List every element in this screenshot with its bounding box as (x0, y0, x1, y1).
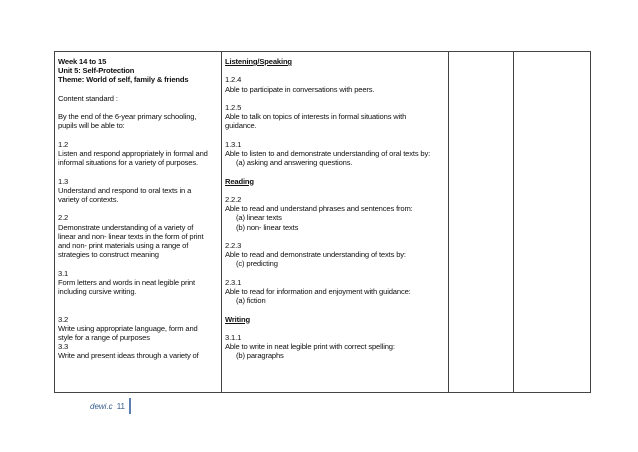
skill-code: 1.2.5 (225, 102, 242, 112)
skill-item: (b) paragraphs (236, 351, 284, 361)
skill-code: 1.2.4 (225, 75, 242, 85)
intro-line: By the end of the 6-year primary schooling, (58, 112, 197, 122)
standard-code: 1.2 (58, 139, 69, 149)
skill-item: (a) fiction (236, 296, 266, 306)
standard-text: linear and non- linear texts in the form of print (58, 231, 204, 241)
skill-text: Able to read and demonstrate understanding of texts by: (225, 250, 406, 260)
intro-line: pupils will be able to: (58, 121, 125, 131)
skill-text: Able to talk on topics of interests in formal situations with (225, 112, 407, 122)
skill-text: guidance. (225, 121, 257, 131)
skill-item: (a) asking and answering questions. (236, 158, 353, 168)
listening-speaking-heading: Listening/Speaking (225, 57, 292, 66)
skill-text: Able to read for information and enjoyment with guidance: (225, 286, 411, 296)
page-footer (90, 398, 131, 414)
lesson-plan-table (54, 51, 591, 393)
skill-code: 3.1.1 (225, 332, 242, 342)
skill-text: Able to read and understand phrases and sentences from: (225, 204, 413, 214)
standard-text: variety of contexts. (58, 194, 119, 204)
standard-code: 3.3 (58, 342, 69, 352)
empty-column (514, 52, 590, 392)
reading-heading: Reading (225, 176, 254, 186)
writing-heading: Writing (225, 314, 250, 324)
standard-code: 3.1 (58, 268, 69, 278)
standard-code: 2.2 (58, 213, 69, 223)
standard-text: informal situations for a variety of purposes. (58, 158, 198, 168)
skill-text: Able to participate in conversations with peers. (225, 84, 375, 94)
skills-column (222, 52, 449, 392)
author-name: dewi.c (90, 401, 113, 411)
standard-text: strategies to construct meaning (58, 250, 159, 260)
skill-code: 2.2.3 (225, 240, 242, 250)
standard-text: Understand and respond to oral texts in a (58, 185, 192, 195)
standard-code: 1.3 (58, 176, 69, 186)
standard-text: and non- print materials using a range of (58, 240, 189, 250)
content-standard-label: Content standard : (58, 93, 118, 103)
standard-text: Form letters and words in neat legible print (58, 277, 195, 287)
page-number: 11 (116, 401, 125, 411)
standard-text: Listen and respond appropriately in formal and (58, 148, 208, 158)
standard-text: Demonstrate understanding of a variety of (58, 222, 194, 232)
standard-text: Write using appropriate language, form and (58, 323, 198, 333)
standard-text: including cursive writing. (58, 286, 137, 296)
skill-text: Able to listen to and demonstrate understanding of oral texts by: (225, 148, 431, 158)
empty-column (449, 52, 514, 392)
unit-label: Unit 5: Self-Protection (58, 66, 135, 76)
skill-item: (b) non- linear texts (236, 222, 299, 232)
standard-text: style for a range of purposes (58, 332, 150, 342)
standard-text: Write and present ideas through a variety of (58, 351, 199, 361)
standard-code: 3.2 (58, 314, 69, 324)
skill-code: 1.3.1 (225, 139, 242, 149)
skill-text: Able to write in neat legible print with correct spelling: (225, 342, 395, 352)
skill-item: (a) linear texts (236, 213, 282, 223)
skill-code: 2.2.2 (225, 194, 242, 204)
learning-standards-column (55, 52, 222, 392)
week-label: Week 14 to 15 (58, 57, 107, 66)
footer-divider (129, 398, 131, 414)
skill-item: (c) predicting (236, 259, 278, 269)
theme-label: Theme: World of self, family & friends (58, 75, 189, 85)
skill-code: 2.3.1 (225, 277, 242, 287)
